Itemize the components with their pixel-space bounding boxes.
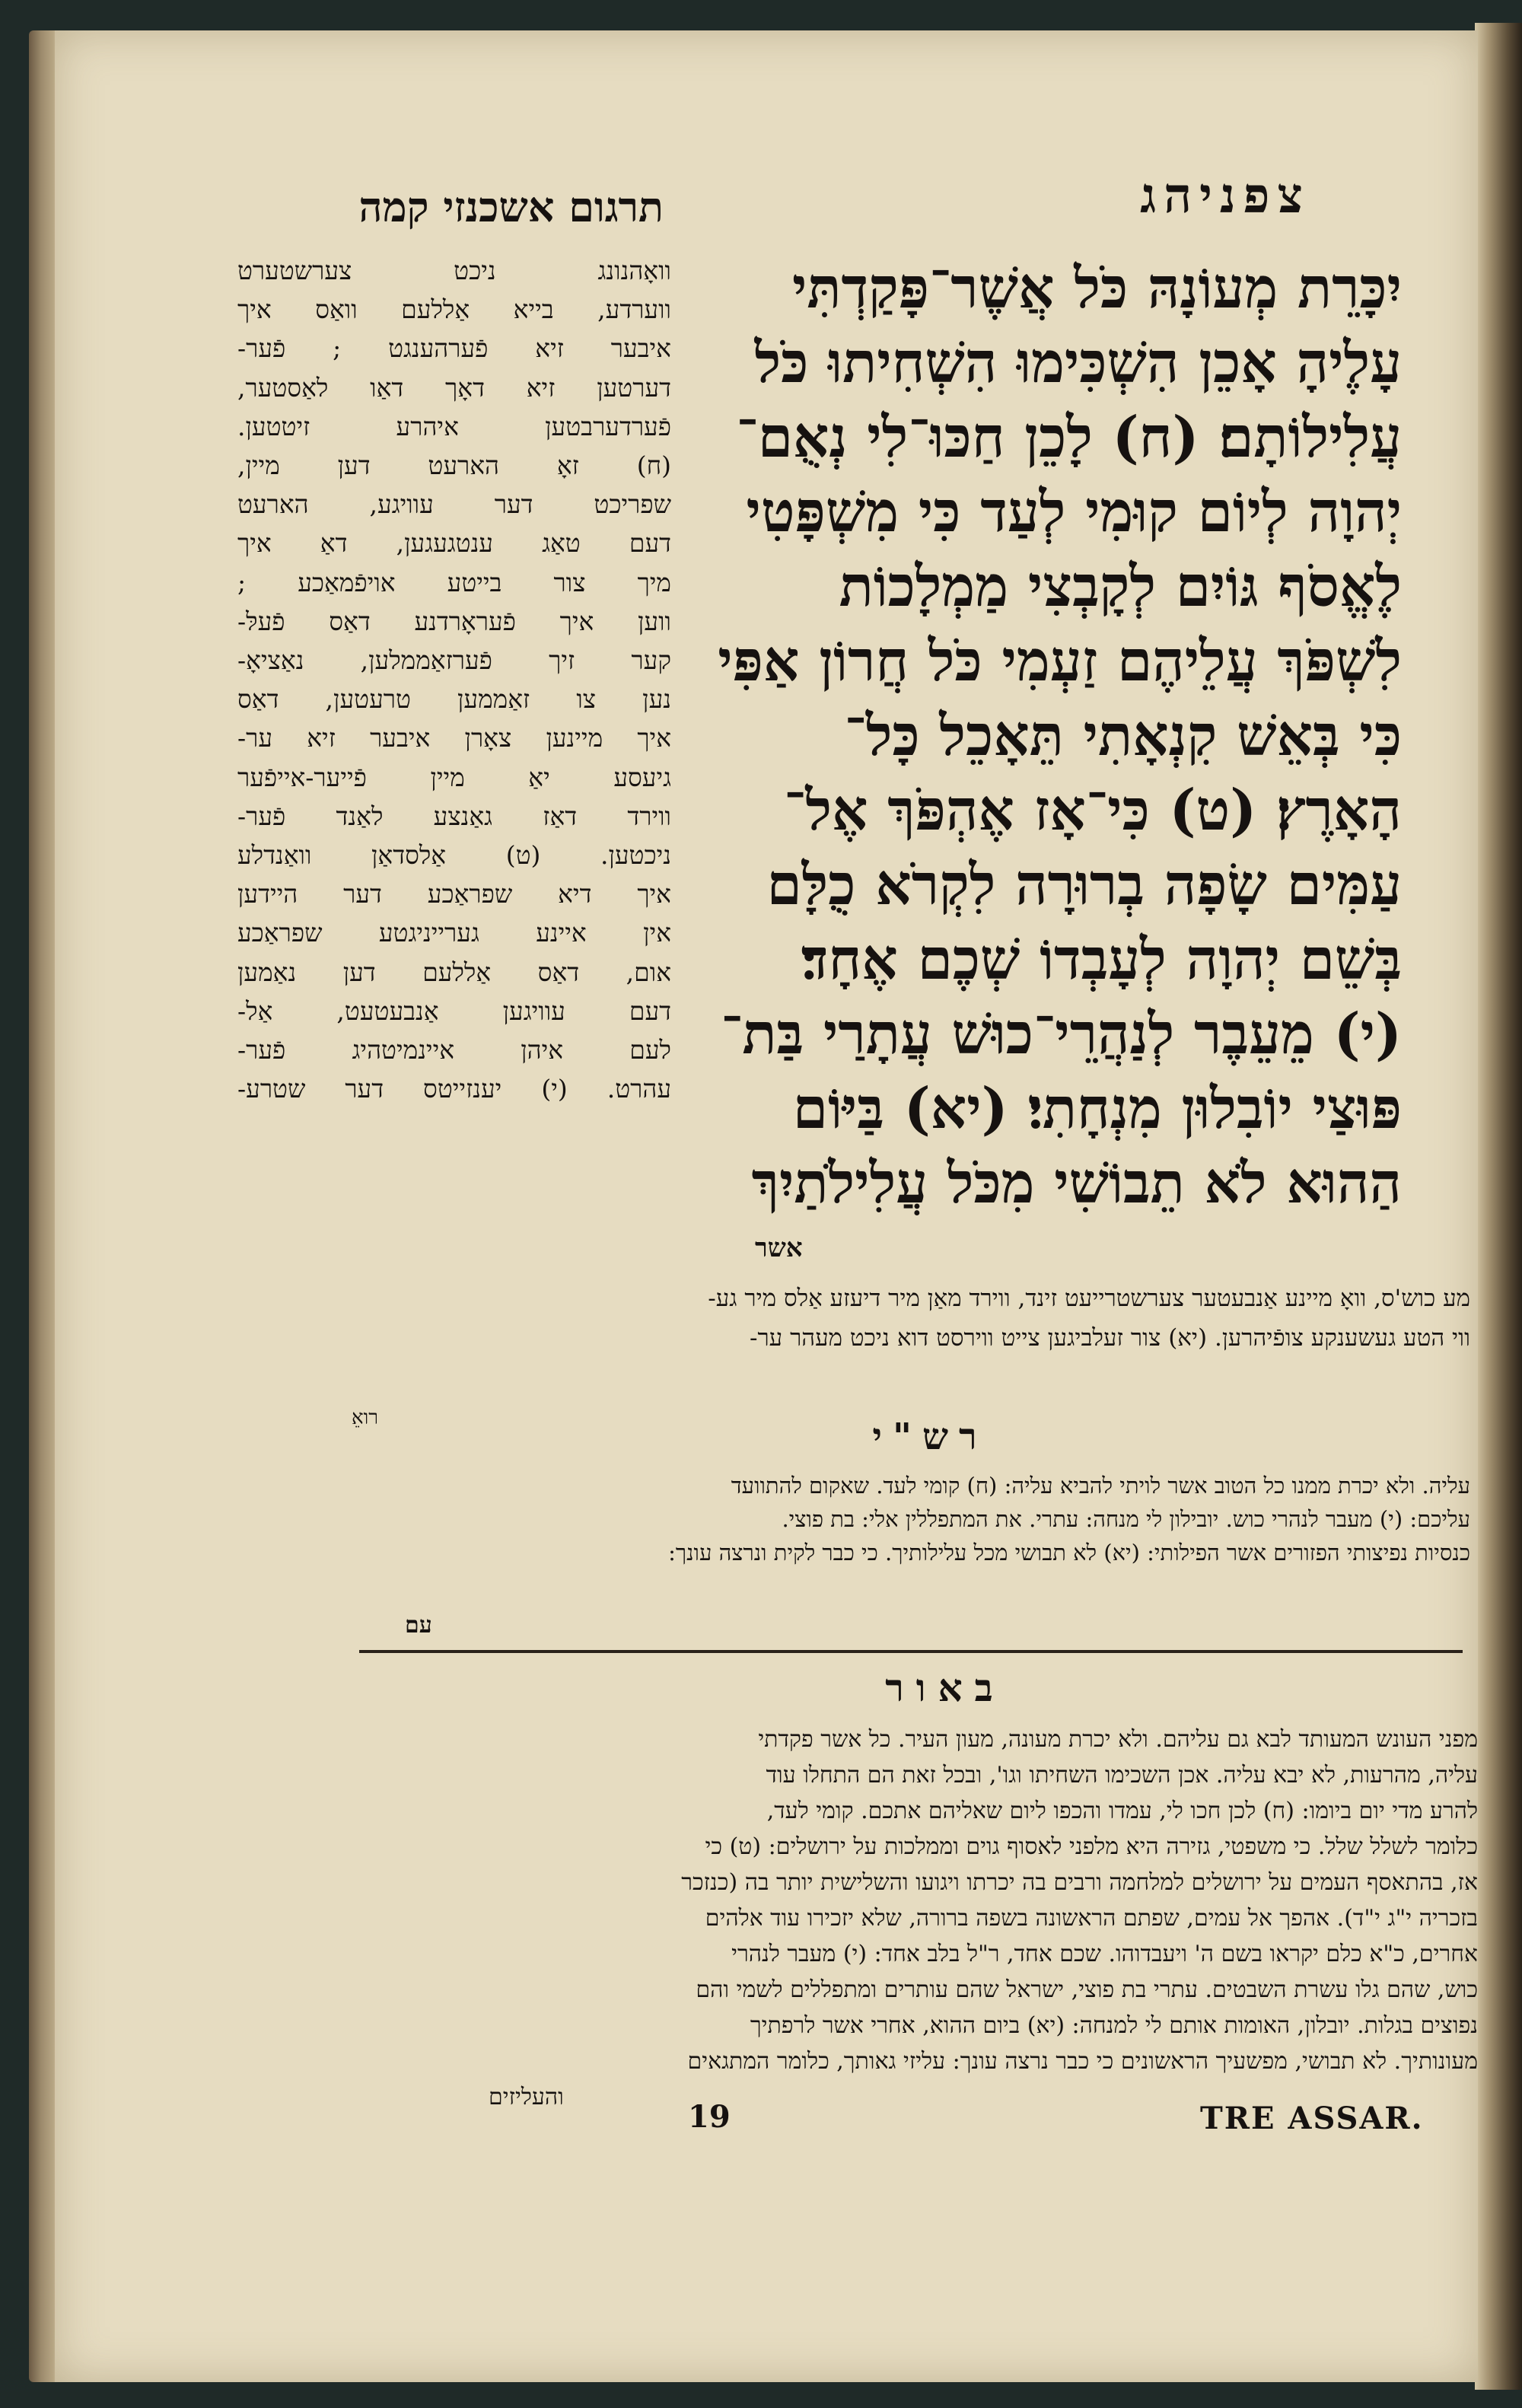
yiddish-line: איך מיינען צאָרן איבער זיא ער- — [237, 723, 671, 753]
section-divider — [359, 1650, 1463, 1653]
signature-mark: TRE ASSAR. — [1200, 2101, 1424, 2136]
yiddish-line: מיך צור בייטע אויפֿמאַכע ; — [237, 567, 671, 597]
biur-line: בזכריה י"ג י"ד). אהפך אל עמים, שפתם הראשונה בשפה ברורה, שלא יזכירו עוד אלהים — [705, 1905, 1478, 1932]
page-number: 19 — [688, 2099, 731, 2135]
book-page — [55, 30, 1478, 2382]
yiddish-line: פֿערדערבטען איהרע זיטטען. — [237, 411, 671, 441]
yiddish-line: איך דיא שפראַכע דער היידען — [237, 879, 671, 909]
yiddish-line: אום, דאַס אַללעם דען נאַמען — [237, 957, 671, 987]
biur-line: כוש, שהם גלו עשרת השבטים. עתרי בת פוצי, ישראל שהם עותרים ומתפללים לשמי והם — [696, 1976, 1478, 2003]
yiddish-line: דערטען זיא דאָך דאַו לאַסטער, — [237, 372, 671, 403]
yiddish-line: ווערדע, בייא אַללעם וואַס איך — [237, 295, 671, 325]
biur-line: מעונותיך. לא תבושי, מפשעיך הראשונים כי כבר נרצה עונך: עליזי גאותך, כלומר המתגאים — [687, 2048, 1478, 2075]
main-text-line: עָלֶיהָ אָכֵן הִשְׁכִּימוּ הִשְׁחִיתוּ כֹּל — [754, 330, 1402, 396]
biur-catchword: והעליזים — [489, 2084, 564, 2110]
main-text-line: בְּשֵׁם יְהוָה לְעָבְדוֹ שְׁכֶם אֶחָד׃ — [801, 927, 1402, 992]
yiddish-line: לעם איהן איינמיטהיג פֿער- — [237, 1035, 671, 1065]
yiddish-catchword: רואֵ — [352, 1406, 379, 1429]
yiddish-continuation — [283, 1279, 1470, 1358]
main-hebrew-text — [717, 251, 1402, 1221]
yiddish-line: ווען איך פֿעראָרדנע דאַס פֿעלּ- — [237, 606, 671, 636]
main-text-line: פּוּצַי יוֹבִלוּן מִנְחָתִי׃ (יא) בַּיּוֹם — [792, 1076, 1402, 1142]
biur-line: אז, בהתאסף העמים על ירושלים למלחמה ורבים בה יכרתו ויגועו והשלישית יותר בה (כנזכר — [681, 1869, 1478, 1896]
yiddish-line: דעם טאַג ענטגעגען, דאַ איך — [237, 528, 671, 559]
yiddish-line: נען צו זאַממען טרעטען, דאַס — [237, 684, 671, 715]
yiddish-line: דעם עוויגען אַנבעטעט, אַל- — [237, 995, 671, 1026]
biur-line: אחרים, כ"א כלם יקראו בשם ה' ויעבדוהו. שכם אחד, ר"ל בלב אחד: (י) מעבר לנהרי — [731, 1941, 1478, 1967]
targum-title: תרגום אשכנזי קמה — [358, 183, 664, 231]
yiddish-continuation-line: מע כוש'ס, וואָ מיינע אַנבעטער צערשטרייעט זינד, ווירד מאַן מיר דיעזע אַלס מיר גע- — [708, 1285, 1470, 1312]
yiddish-line: אין איינע גערייניגטע שפראַכע — [237, 918, 671, 948]
main-text-line: לִשְׁפֹּךְ עֲלֵיהֶם זַעְמִי כֹּל חֲרוֹן אַפִּי — [718, 629, 1402, 694]
rashi-line: עליה. ולא יכרת ממנו כל הטוב אשר לויתי להביא עליה: (ח) קומי לעד. שאקום להתוועד — [731, 1473, 1470, 1499]
main-text-line: כִּי בְּאֵשׁ קִנְאָתִי תֵּאָכֵל כָּל־ — [844, 703, 1402, 769]
yiddish-line: ווירד דאַז גאַנצע לאַנד פֿער- — [237, 801, 671, 831]
yiddish-line: איבער זיא פֿערהענגט ; פֿער- — [237, 333, 671, 364]
main-text-line: עֲלִילוֹתָם׃ (ח) לָכֵן חַכּוּ־לִי נְאֻם־ — [736, 405, 1402, 470]
book-name: צפניה — [1164, 167, 1310, 225]
biur-line: מפני העונש המעותד לבא גם עליהם. ולא יכרת מעונה, מעון העיר. כל אשר פקדתי — [758, 1726, 1478, 1753]
main-text-line: יִכָּרֵת מְעוֹנָהּ כֹּל אֲשֶׁר־פָּקַדְתִּי — [792, 256, 1402, 321]
main-text-line: לֶאֱסֹף גּוֹיִם לְקָבְצִי מַמְלָכוֹת — [839, 554, 1402, 620]
main-text-line: הָאָרֶץ׃ (ט) כִּי־אָז אֶהְפֹּךְ אֶל־ — [784, 778, 1402, 843]
biur-line: נפוצים בגלות. יובלון, האומות אותם לי למנחה: (יא) ביום ההוא, אחרי אשר לרפתיך — [750, 2012, 1478, 2039]
yiddish-line: גיעסע יאַ מיין פֿייער-אייפֿער — [237, 762, 671, 792]
rashi-heading: רש"י — [872, 1416, 988, 1458]
yiddish-translation — [237, 251, 671, 1108]
main-text-line: עַמִּים שָׂפָה בְרוּרָה לִקְרֹא כֻלָּם — [766, 852, 1402, 918]
running-header-book — [884, 167, 1310, 225]
yiddish-line: קער זיך פֿערזאַממלען, נאַציאָ- — [237, 645, 671, 676]
biur-commentary — [344, 1722, 1478, 2079]
biur-heading: באור — [885, 1665, 1005, 1710]
page-edge-right — [1475, 23, 1522, 2390]
rashi-catchword: עם — [405, 1612, 432, 1639]
yiddish-line: עהרט. (י) יענזייטס דער שטרע- — [237, 1074, 671, 1104]
yiddish-line: (ח) זאָ הארעט דען מיין, — [237, 451, 671, 481]
yiddish-line: ניכטען. (ט) אַלסדאַן וואַנדלע — [237, 840, 671, 871]
yiddish-continuation-line: ווי הטע געשענקע צופֿיהרען. (יא) צור זעלביגען צייט ווירסט דוא ניכט מעהר ער- — [749, 1324, 1470, 1352]
chapter-number: ג — [1140, 167, 1164, 225]
rashi-line: עליכם: (י) מעבר לנהרי כוש. יובילון לי מנחה: עתרי. את המתפללין אלי: בת פוצי. — [782, 1506, 1470, 1532]
biur-line: עליה, מהרעות, לא יבא עליה. אכן השכימו השחיתו וגו', ובכל זאת הם התחלו עוד — [766, 1762, 1478, 1788]
main-text-line: (י) מֵעֵבֶר לְנַהֲרֵי־כוּשׁ עֲתָרַי בַּת־ — [721, 1002, 1402, 1067]
main-catchword: אשר — [755, 1233, 803, 1263]
main-text-line: יְהוָה לְיוֹם קוּמִי לְעַד כִּי מִשְׁפָּטִי — [746, 479, 1402, 545]
biur-line: כלומר לשלל שלל. כי משפטי, גזירה היא מלפני לאסוף גוים וממלכות על ירושלים: (ט) כי — [705, 1833, 1478, 1860]
rashi-commentary — [336, 1469, 1470, 1569]
yiddish-line: שפריכט דער עוויגע, הארעט — [237, 489, 671, 520]
yiddish-line: וואָהנונג ניכט צערשטערט — [237, 256, 671, 285]
main-text-line: הַהוּא לֹא תֵבוֹשִׁי מִכֹּל עֲלִילֹתַיִךְ — [751, 1151, 1402, 1216]
biur-line: להרע מדי יום ביומו: (ח) לכן חכו לי, עמדו והכפו ליום שאליהם אתכם. קומי לעד, — [766, 1798, 1478, 1824]
rashi-line: כנסיות נפיצותי הפזורים אשר הפילותי: (יא) לא תבושי מכל עלילותיך. כי כבר לקית ונרצה עונך: — [668, 1540, 1470, 1566]
